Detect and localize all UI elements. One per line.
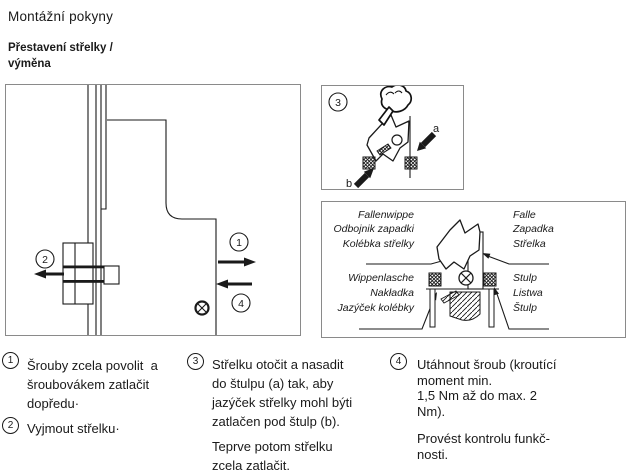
part-label-odbojnik-zapadki: Odbojnik zapadki — [333, 223, 414, 235]
callout-1 — [230, 233, 248, 251]
svg-text:b: b — [346, 178, 353, 189]
screw-head — [63, 243, 119, 304]
step-3-text: Střelku otočit a nasadit do štulpu (a) tak, aby jazýček střelky mohl býti zatlačen pod štulp (b). Teprve potom střelku zcela zatlačit. — [212, 357, 353, 473]
latch-shape — [367, 115, 409, 161]
svg-text:4: 4 — [238, 298, 244, 310]
svg-text:1: 1 — [236, 237, 242, 249]
insert-diagram-box — [321, 85, 464, 190]
hatch-block-left — [429, 273, 441, 286]
step-4-text: Utáhnout šroub (kroutící moment min. 1,5 Nm až do max. 2 Nm). Provést kontrolu funkč- nosti. — [417, 357, 557, 462]
insert-diagram-drawing — [322, 86, 463, 189]
step-2-number: 2 — [2, 417, 19, 434]
callout-3 — [329, 93, 347, 111]
part-label-nakladka: Nakładka — [370, 287, 414, 299]
arrow-out-left-icon — [34, 270, 64, 279]
hand-icon — [379, 86, 411, 125]
post-left — [430, 289, 435, 327]
step-3-number: 3 — [187, 353, 204, 370]
screw-cross-icon — [459, 271, 473, 285]
svg-text:a: a — [433, 123, 440, 135]
part-label-falle: Falle — [513, 209, 536, 221]
step-1-text: Šrouby zcela povolit a šroubovákem zatlačit dopředu· — [27, 358, 158, 411]
part-label-kolebka-strelky: Kolébka střelky — [342, 238, 414, 250]
screw-cross-icon — [196, 302, 209, 315]
step-1-number: 1 — [2, 352, 19, 369]
step-4-number: 4 — [390, 353, 407, 370]
part-label-wippenlasche: Wippenlasche — [348, 272, 414, 284]
part-label-stulp-cz: Štulp — [513, 302, 537, 314]
part-label-stulp: Stulp — [513, 272, 537, 284]
part-label-listwa: Listwa — [513, 287, 543, 299]
arrow-left-icon — [216, 280, 252, 289]
hatch-block-right — [484, 273, 496, 286]
section-heading — [8, 40, 113, 72]
arrow-a-icon — [417, 123, 440, 151]
part-label-strelka: Střelka — [513, 238, 546, 250]
part-label-fallenwippe: Fallenwippe — [357, 209, 414, 221]
svg-text:2: 2 — [42, 254, 48, 266]
section-heading-line1: Přestavení střelky / — [8, 42, 113, 54]
parts-diagram-box — [321, 201, 626, 338]
post-right — [489, 289, 494, 327]
leader-line-falle — [482, 253, 549, 264]
svg-text:3: 3 — [335, 97, 341, 109]
hatch-block-left — [363, 157, 375, 169]
hatch-block-right — [405, 157, 417, 169]
callout-2 — [36, 250, 54, 268]
page-title: Montážní pokyny — [8, 9, 114, 24]
part-label-jazycek-kolebky: Jazýček kolébky — [337, 302, 414, 314]
main-diagram-box — [5, 84, 301, 336]
arrow-b-icon — [346, 168, 374, 189]
part-label-zapadka: Zapadka — [513, 223, 554, 235]
section-heading-line2: výměna — [8, 58, 51, 70]
main-diagram-drawing — [6, 85, 300, 335]
callout-4 — [232, 294, 250, 312]
arrow-right-icon — [218, 258, 256, 267]
step-2-text: Vyjmout střelku· — [27, 421, 120, 436]
